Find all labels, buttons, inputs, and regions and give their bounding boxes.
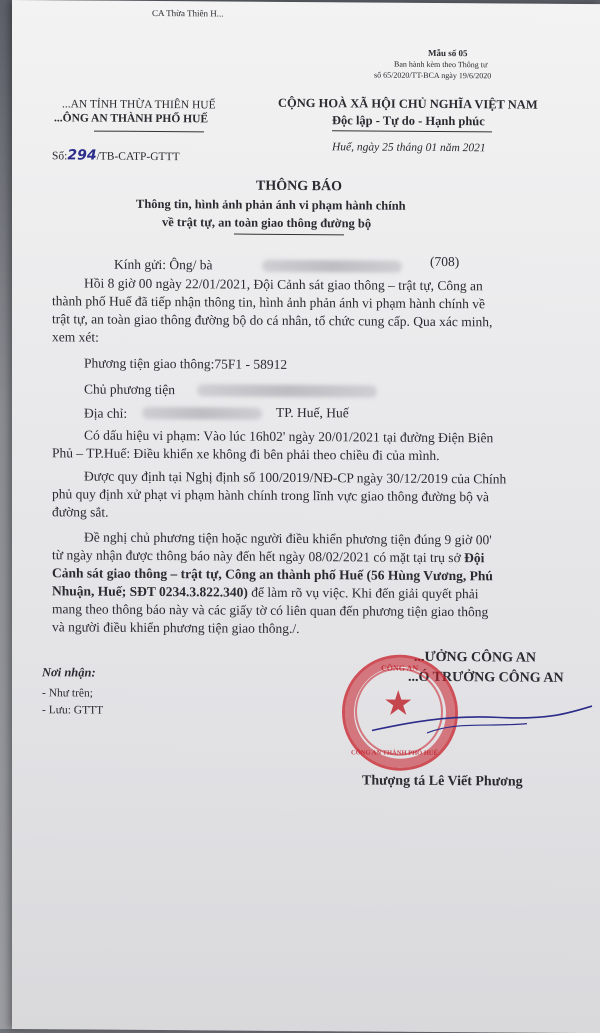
redacted-address [142, 407, 262, 420]
address-label: Địa chỉ: [84, 405, 128, 421]
handwritten-number: 294 [67, 147, 97, 164]
notice-subtitle-2: về trật tự, an toàn giao thông đường bộ [162, 215, 372, 231]
notice-title: THÔNG BÁO [256, 178, 342, 195]
vehicle-plate: Phương tiện giao thông:75F1 - 58912 [84, 355, 288, 372]
signer-role-1: ...ƯỞNG CÔNG AN [414, 649, 536, 666]
document-page [12, 0, 600, 1033]
paragraph-1-line-2: thành phố Huế đã tiếp nhận thông tin, hình ảnh phản ánh vi phạm hành chính về [52, 293, 486, 312]
greeting-code: (708) [430, 253, 460, 270]
seal-text-bottom: CÔNG AN THÀNH PHỐ HUẾ [351, 749, 438, 757]
form-issued-line2: số 65/2020/TT-BCA ngày 19/6/2020 [374, 70, 492, 81]
motto: Độc lập - Tự do - Hạnh phúc [332, 113, 485, 129]
request-line-2: từ ngày nhận được thông báo này đến hết ngày 08/02/2021 có mặt tại trụ sở Đội [52, 547, 485, 566]
paragraph-1-line-3: trật tự, an toàn giao thông đường bộ do cá nhân, tổ chức cung cấp. Qua xác minh, [52, 311, 493, 330]
owner-label: Chủ phương tiện [84, 381, 175, 398]
recipient-item: - Lưu: GTTT [42, 704, 104, 717]
country-title: CỘNG HOÀ XÃ HỘI CHỦ NGHĨA VIỆT NAM [278, 95, 538, 112]
agency-line2: ...ÔNG AN THÀNH PHỐ HUẾ [54, 112, 209, 126]
request-line-5: mang theo thông báo này và các giấy tờ có liên quan đến phương tiện giao thông [52, 601, 489, 620]
issue-date: Huế, ngày 25 tháng 01 năm 2021 [332, 141, 486, 155]
agency-underline [94, 131, 204, 133]
signer-name: Thượng tá Lê Viết Phương [362, 773, 523, 790]
address-city: TP. Huế, Huế [276, 404, 349, 421]
title-underline [234, 234, 344, 236]
greeting: Kính gửi: Ông/ bà [114, 256, 213, 273]
signer-role-2: ...Ó TRƯỞNG CÔNG AN [408, 669, 564, 686]
regulation-line-2: phủ quy định xử phạt vi phạm hành chính trong lĩnh vực giao thông đường bộ và [52, 486, 490, 505]
paragraph-1-line-1: Hồi 8 giờ 00 ngày 22/01/2021, Đội Cảnh sát giao thông – trật tự, Công an [84, 275, 483, 294]
request-line-3: Cảnh sát giao thông – trật tự, Công an thành phố Huế (56 Hùng Vương, Phú [52, 565, 493, 584]
star-icon: ★ [383, 685, 414, 723]
violation-line-2: Phủ – TP.Huế: Điều khiển xe không đi bên phải theo chiều đi của mình. [52, 445, 440, 463]
request-line-1: Đề nghị chủ phương tiện hoặc người điều khiển phương tiện đúng 9 giờ 00' [84, 529, 492, 548]
signature-strokes [367, 702, 597, 744]
recipient-item: - Như trên; [42, 687, 93, 700]
notice-subtitle-1: Thông tin, hình ảnh phản ánh vi phạm hành chính [136, 196, 406, 213]
recipients-title: Nơi nhận: [42, 665, 96, 680]
top-note: CA Thừa Thiên H... [152, 7, 224, 19]
redacted-name [262, 260, 402, 273]
seal-text-top: CÔNG AN [381, 663, 419, 673]
request-line-6: và người điều khiển phương tiện giao thông./. [52, 619, 300, 637]
form-code: Mẫu số 05 [428, 47, 468, 59]
motto-underline [332, 130, 492, 132]
paragraph-1-line-4: xem xét: [52, 329, 99, 345]
agency-line1: ...AN TỈNH THỪA THIÊN HUẾ [62, 98, 216, 112]
document-number: Số:294/TB-CATP-GTTT [52, 147, 180, 164]
regulation-line-3: đường sắt. [52, 504, 109, 520]
regulation-line-1: Được quy định tại Nghị định số 100/2019/NĐ-CP ngày 30/12/2019 của Chính [84, 468, 507, 487]
redacted-owner [197, 384, 377, 397]
violation-line-1: Có dấu hiệu vi phạm: Vào lúc 16h02' ngày 20/01/2021 tại đường Điện Biên [84, 427, 494, 446]
request-line-4: Nhuận, Huế; SĐT 0234.3.822.340) để làm rõ vụ việc. Khi đến giải quyết phải [52, 583, 479, 602]
form-issued-line1: Ban hành kèm theo Thông tư [394, 59, 488, 70]
